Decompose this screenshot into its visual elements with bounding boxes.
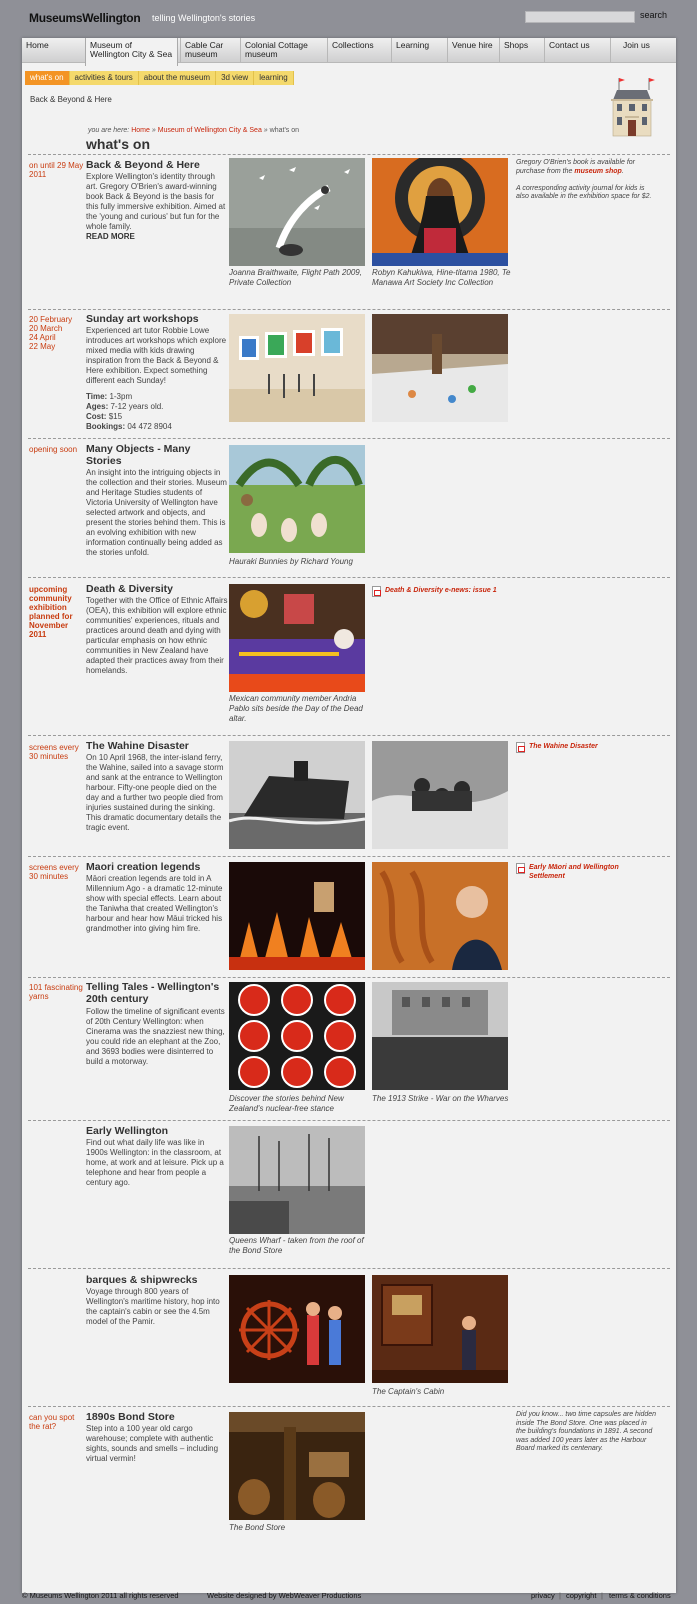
nav-cable-car[interactable]: Cable Car museum bbox=[180, 38, 240, 63]
event-when: 101 fascinating yarns bbox=[29, 983, 83, 1001]
event-when: opening soon bbox=[29, 445, 78, 454]
divider bbox=[28, 1406, 670, 1407]
nav-home[interactable]: Home bbox=[26, 40, 49, 50]
detail-label: Bookings: bbox=[86, 422, 126, 431]
event-title[interactable]: Back & Beyond & Here bbox=[86, 159, 200, 171]
divider bbox=[28, 735, 670, 736]
nav-collections[interactable]: Collections bbox=[327, 38, 391, 63]
event-title[interactable]: Sunday art workshops bbox=[86, 313, 199, 325]
site-tagline: telling Wellington's stories bbox=[152, 13, 256, 23]
sub-nav bbox=[25, 71, 294, 85]
event-title[interactable]: Early Wellington bbox=[86, 1125, 169, 1137]
divider bbox=[28, 154, 670, 155]
event-description: Experienced art tutor Robbie Lowe introduces art workshops which explore mixed media with kids drawing inspiration from the Back & Beyond & Here exhibition. Expect something different each Sunday! bbox=[86, 326, 227, 385]
detail-label: Cost: bbox=[86, 412, 107, 421]
pdf-link-label: Death & Diversity e-news: issue 1 bbox=[385, 587, 497, 594]
breadcrumb-section-link[interactable]: Museum of Wellington City & Sea bbox=[157, 127, 262, 134]
event-description: Follow the timeline of significant events of 20th Century Wellington: when Cinerama was the snazziest new thing, you could ride an elephant at the Zoo, and 3693 bodies were disinterred to build a motorway. bbox=[86, 1007, 225, 1066]
breadcrumb-prefix: you are here: bbox=[88, 127, 130, 134]
read-more-link[interactable]: READ MORE bbox=[86, 232, 135, 241]
divider bbox=[28, 309, 670, 310]
photo-1913-strike bbox=[372, 982, 508, 1090]
photo-caption: Queens Wharf - taken from the roof of the Bond Store bbox=[229, 1236, 364, 1255]
pdf-icon bbox=[372, 586, 381, 597]
subnav-about[interactable]: about the museum bbox=[139, 71, 216, 85]
divider bbox=[28, 438, 670, 439]
photo-wahine-rescue bbox=[372, 741, 508, 849]
divider bbox=[28, 1268, 670, 1269]
breadcrumb-separator: » bbox=[263, 127, 268, 134]
event-description: An insight into the intriguing objects in the collection and their stories. Museum and Heritage Studies students of Victoria University of Wellington have selected artwork and objects, and present the stories behind them. This is an evolving exhibition with new information continually being added as the stories unfold. bbox=[86, 468, 227, 557]
photo-workshop-wall bbox=[229, 314, 365, 422]
photo-nuclear-free-badges bbox=[229, 982, 365, 1090]
note-text: A corresponding activity journal for kids is also available in the exhibition space for $2. bbox=[516, 184, 652, 200]
footer-separator: | bbox=[601, 1591, 603, 1600]
photo-day-of-dead-altar bbox=[229, 584, 365, 692]
pdf-link[interactable] bbox=[372, 586, 522, 595]
photo-caption: The Bond Store bbox=[229, 1523, 286, 1532]
breadcrumb-separator: » bbox=[151, 127, 156, 134]
divider bbox=[28, 977, 670, 978]
photo-hine-titama bbox=[372, 158, 508, 266]
site-header bbox=[0, 0, 697, 38]
event-when: on until 29 May 2011 bbox=[29, 161, 84, 179]
subnav-learning[interactable]: learning bbox=[254, 71, 293, 85]
event-description: Voyage through 800 years of Wellington's maritime history, hop into the captain's cabin or see the 4.5m model of the Pamir. bbox=[86, 1287, 220, 1326]
event-description: Māori creation legends are told in A Millennium Ago - a dramatic 12-minute show with special effects. Learn about the Taniwha that created Wellington's harbour and hear how Māui tricked his grandmother into giving him fire. bbox=[86, 874, 223, 933]
nav-museum-city-sea[interactable]: Museum of Wellington City & Sea bbox=[85, 38, 178, 66]
page-title: what's on bbox=[86, 136, 150, 152]
event-when: upcoming community exhibition planned for November 2011 bbox=[29, 585, 73, 639]
pdf-icon bbox=[516, 742, 525, 753]
museum-shop-link[interactable]: museum shop bbox=[574, 167, 622, 175]
event-when: screens every 30 minutes bbox=[29, 863, 79, 881]
nav-venue-hire[interactable]: Venue hire bbox=[447, 38, 499, 63]
event-title[interactable]: Telling Tales - Wellington's 20th century bbox=[86, 981, 220, 1005]
event-note: Gregory O'Brien's book is available for purchase from the museum shop. A corresponding activity journal for kids is also available in the exhibition space for $2. bbox=[516, 159, 652, 200]
photo-bond-store bbox=[229, 1412, 365, 1520]
pdf-link[interactable] bbox=[516, 742, 656, 751]
page-subtitle: Back & Beyond & Here bbox=[30, 95, 112, 104]
divider bbox=[28, 856, 670, 857]
photo-caption: Robyn Kahukiwa, Hine-titama 1980, Te Manawa Art Society Inc Collection bbox=[372, 268, 511, 287]
photo-queens-wharf bbox=[229, 1126, 365, 1234]
site-logo[interactable]: MuseumsWellington bbox=[29, 11, 141, 25]
pdf-link-label: Early Māori and Wellington Settlement bbox=[529, 864, 619, 880]
event-details bbox=[86, 392, 228, 432]
footer-copyright-link[interactable]: copyright bbox=[566, 1591, 597, 1600]
footer-terms-link[interactable]: terms & conditions bbox=[609, 1591, 671, 1600]
event-description: Together with the Office of Ethnic Affairs (OEA), this exhibition will explore ethnic communities' experiences, rituals and practices around death and dying with particular emphasis on how ethnic communities in New Zealand have adapted their practices away from their homelands. bbox=[86, 596, 228, 675]
search-button[interactable]: search bbox=[640, 10, 668, 20]
photo-maori-legends-show bbox=[229, 862, 365, 970]
event-title[interactable]: Many Objects - Many Stories bbox=[86, 443, 191, 467]
photo-caption: Hauraki Bunnies by Richard Young bbox=[229, 557, 353, 566]
detail-label: Ages: bbox=[86, 402, 109, 411]
page-container bbox=[22, 38, 676, 1593]
photo-caption: The 1913 Strike - War on the Wharves bbox=[372, 1094, 509, 1103]
breadcrumb-home-link[interactable]: Home bbox=[131, 127, 150, 134]
nav-colonial-cottage[interactable]: Colonial Cottage museum bbox=[240, 38, 327, 63]
pdf-icon bbox=[516, 863, 525, 874]
photo-workshop-room bbox=[372, 314, 508, 422]
event-note: Did you know... two time capsules are hidden inside The Bond Store. One was placed in the building's foundations in 1891. A second was added 100 years later as the Harbour Board marked its centenary. bbox=[516, 1411, 657, 1452]
detail-value: 04 472 8904 bbox=[127, 422, 172, 431]
pdf-link[interactable] bbox=[516, 863, 656, 881]
event-when: can you spot the rat? bbox=[29, 1413, 75, 1431]
subnav-activities[interactable]: activities & tours bbox=[70, 71, 139, 85]
photo-maori-carving bbox=[372, 862, 508, 970]
photo-captains-cabin bbox=[372, 1275, 508, 1383]
subnav-3d-view[interactable]: 3d view bbox=[216, 71, 254, 85]
photo-caption: Mexican community member Andria Pablo sits beside the Day of the Dead altar. bbox=[229, 694, 363, 723]
museum-building-icon bbox=[607, 76, 657, 138]
event-description: Find out what daily life was like in 1900s Wellington: in the classroom, at home, at work and at leisure. Pick up a telephone and hear from people a century ago. bbox=[86, 1138, 224, 1187]
divider bbox=[28, 1120, 670, 1121]
event-when: screens every 30 minutes bbox=[29, 743, 79, 761]
event-title[interactable]: barques & shipwrecks bbox=[86, 1274, 198, 1286]
photo-caption: Joanna Braithwaite, Flight Path 2009, Private Collection bbox=[229, 268, 362, 287]
event-description: Step into a 100 year old cargo warehouse; complete with authentic sights, sounds and smells – including virtual vermin! bbox=[86, 1424, 219, 1463]
detail-value: $15 bbox=[108, 412, 123, 421]
event-title[interactable]: 1890s Bond Store bbox=[86, 1411, 175, 1423]
divider bbox=[28, 577, 670, 578]
pdf-link-label: The Wahine Disaster bbox=[529, 743, 598, 750]
breadcrumb-current: what's on bbox=[269, 127, 300, 134]
site-footer bbox=[0, 1591, 697, 1604]
nav-join[interactable]: Join us bbox=[610, 38, 676, 63]
note-text: Gregory O'Brien's book is available for purchase from the bbox=[516, 159, 636, 175]
breadcrumb bbox=[88, 127, 299, 134]
footer-copyright: © Museums Wellington 2011 all rights reserved bbox=[22, 1591, 179, 1600]
event-title[interactable]: Maori creation legends bbox=[86, 861, 201, 873]
detail-value: 7-12 years old. bbox=[110, 402, 164, 411]
event-title[interactable]: The Wahine Disaster bbox=[86, 740, 189, 752]
event-description-text: Explore Wellington's identity through art. Gregory O'Brien's award-winning book Back & Beyond is the basis for this fully immersive exhibition. Aimed at the 'young and curious' but fun for the whole family. bbox=[86, 172, 226, 231]
nav-shops[interactable]: Shops bbox=[499, 38, 544, 63]
detail-label: Time: bbox=[86, 392, 108, 401]
detail-value: 1-3pm bbox=[109, 392, 133, 401]
footer-designed-by[interactable]: Website designed by WebWeaver Productions bbox=[207, 1591, 362, 1600]
subnav-whats-on[interactable]: what's on bbox=[25, 71, 70, 85]
photo-flight-path bbox=[229, 158, 365, 266]
footer-separator: | bbox=[559, 1591, 561, 1600]
event-title[interactable]: Death & Diversity bbox=[86, 583, 173, 595]
event-description: On 10 April 1968, the inter-island ferry, the Wahine, sailed into a savage storm and sank at the entrance to Wellington harbour. Fifty-one people died on the day and a further two people died from injuries sustained during the sinking. This dramatic documentary details the tragic event. bbox=[86, 753, 224, 832]
search-input[interactable] bbox=[525, 11, 635, 23]
photo-hauraki-bunnies bbox=[229, 445, 365, 553]
photo-caption: The Captain's Cabin bbox=[372, 1387, 445, 1396]
nav-contact[interactable]: Contact us bbox=[544, 38, 610, 63]
photo-ship-wheel bbox=[229, 1275, 365, 1383]
event-description bbox=[86, 172, 228, 242]
footer-privacy-link[interactable]: privacy bbox=[531, 1591, 555, 1600]
event-when: 20 February 20 March 24 April 22 May bbox=[29, 315, 73, 351]
photo-caption: Discover the stories behind New Zealand's nuclear-free stance bbox=[229, 1094, 344, 1113]
main-nav bbox=[22, 38, 676, 63]
nav-learning[interactable]: Learning bbox=[391, 38, 447, 63]
photo-wahine-ferry bbox=[229, 741, 365, 849]
